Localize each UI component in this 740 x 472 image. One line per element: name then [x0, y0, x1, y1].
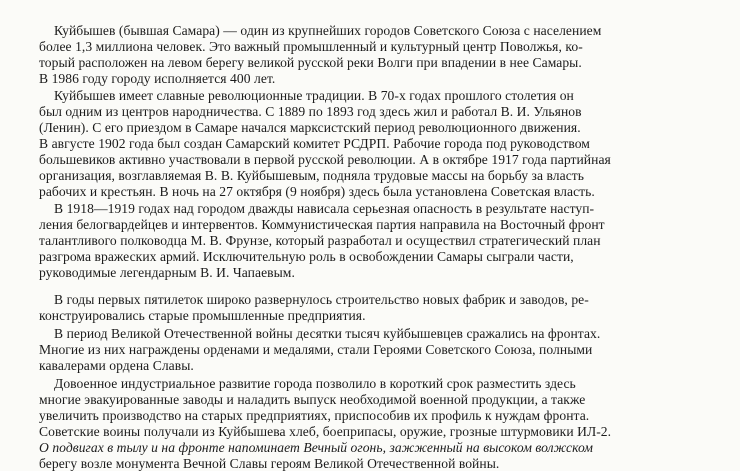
text-line: Довоенное индустриальное развитие города позволило в короткий срок разместить здесь — [54, 376, 576, 391]
text-line: руководимые легендарным В. И. Чапаевым. — [39, 265, 295, 280]
text-line: Куйбышев имеет славные революционные традиции. В 70-х годах прошлого столетия он — [54, 88, 574, 103]
text-line: многие эвакуированные заводы и наладить выпуск необходимой военной продукции, а также — [39, 392, 586, 407]
text-line: организация, возглавляемая В. В. Куйбышевым, подняла трудовые массы на борьбу за власть — [39, 168, 585, 183]
text-line: Советские воины получали из Куйбышева хлеб, боеприпасы, оружие, грозные штурмовики ИЛ-2. — [39, 424, 612, 439]
text-line: В 1986 году городу исполняется 400 лет. — [39, 71, 276, 86]
text-line: торый расположен на левом берегу великой русской реки Волги при впадении в нее Самары. — [39, 55, 582, 70]
text-line: В 1918—1919 годах над городом дважды нависала серьезная опасность в результате наступ- — [54, 201, 595, 216]
text-line: О подвигах в тылу и на фронте напоминает Вечный огонь, зажженный на высоком волжском — [39, 440, 594, 455]
text-line: берегу возле монумента Вечной Славы героям Великой Отечественной войны. — [39, 456, 500, 471]
text-line: В августе 1902 года был создан Самарский комитет РСДРП. Рабочие города под руководством — [39, 136, 590, 151]
text-line: увеличить производство на старых предприятиях, приспособив их профиль к нуждам фронта. — [39, 408, 590, 423]
text-line: Многие из них награждены орденами и медалями, стали Героями Советского Союза, полными — [39, 342, 593, 357]
text-line: В годы первых пятилеток широко развернулось строительство новых фабрик и заводов, ре- — [54, 292, 589, 307]
text-line: В период Великой Отечественной войны десятки тысяч куйбышевцев сражались на фронтах. — [54, 326, 601, 341]
text-line: большевиков активно участвовали в первой русской революции. А в октябре 1917 года партийная — [39, 152, 611, 167]
text-line: талантливого полководца М. В. Фрунзе, который разработал и осуществил стратегический план — [39, 233, 601, 248]
text-line: был одним из центров народничества. С 1889 по 1893 год здесь жил и работал В. И. Ульянов — [39, 104, 582, 119]
text-line: рабочих и крестьян. В ночь на 27 октября (9 ноября) здесь была установлена Советская власть. — [39, 184, 595, 199]
text-line: конструировались старые промышленные предприятия. — [39, 308, 366, 323]
text-line: разгрома вражеских армий. Исключительную роль в освобождении Самары сыграли части, — [39, 249, 574, 264]
text-line: (Ленин). С его приездом в Самаре начался марксистский период революционного движения. — [39, 120, 581, 135]
text-line: ления белогвардейцев и интервентов. Коммунистическая партия направила на Восточный фронт — [39, 217, 605, 232]
text-line: более 1,3 миллиона человек. Это важный промышленный и культурный центр Поволжья, ко- — [39, 39, 583, 54]
text-line: кавалерами ордена Славы. — [39, 358, 194, 373]
text-line: Куйбышев (бывшая Самара) — один из крупнейших городов Советского Союза с населением — [54, 23, 602, 38]
